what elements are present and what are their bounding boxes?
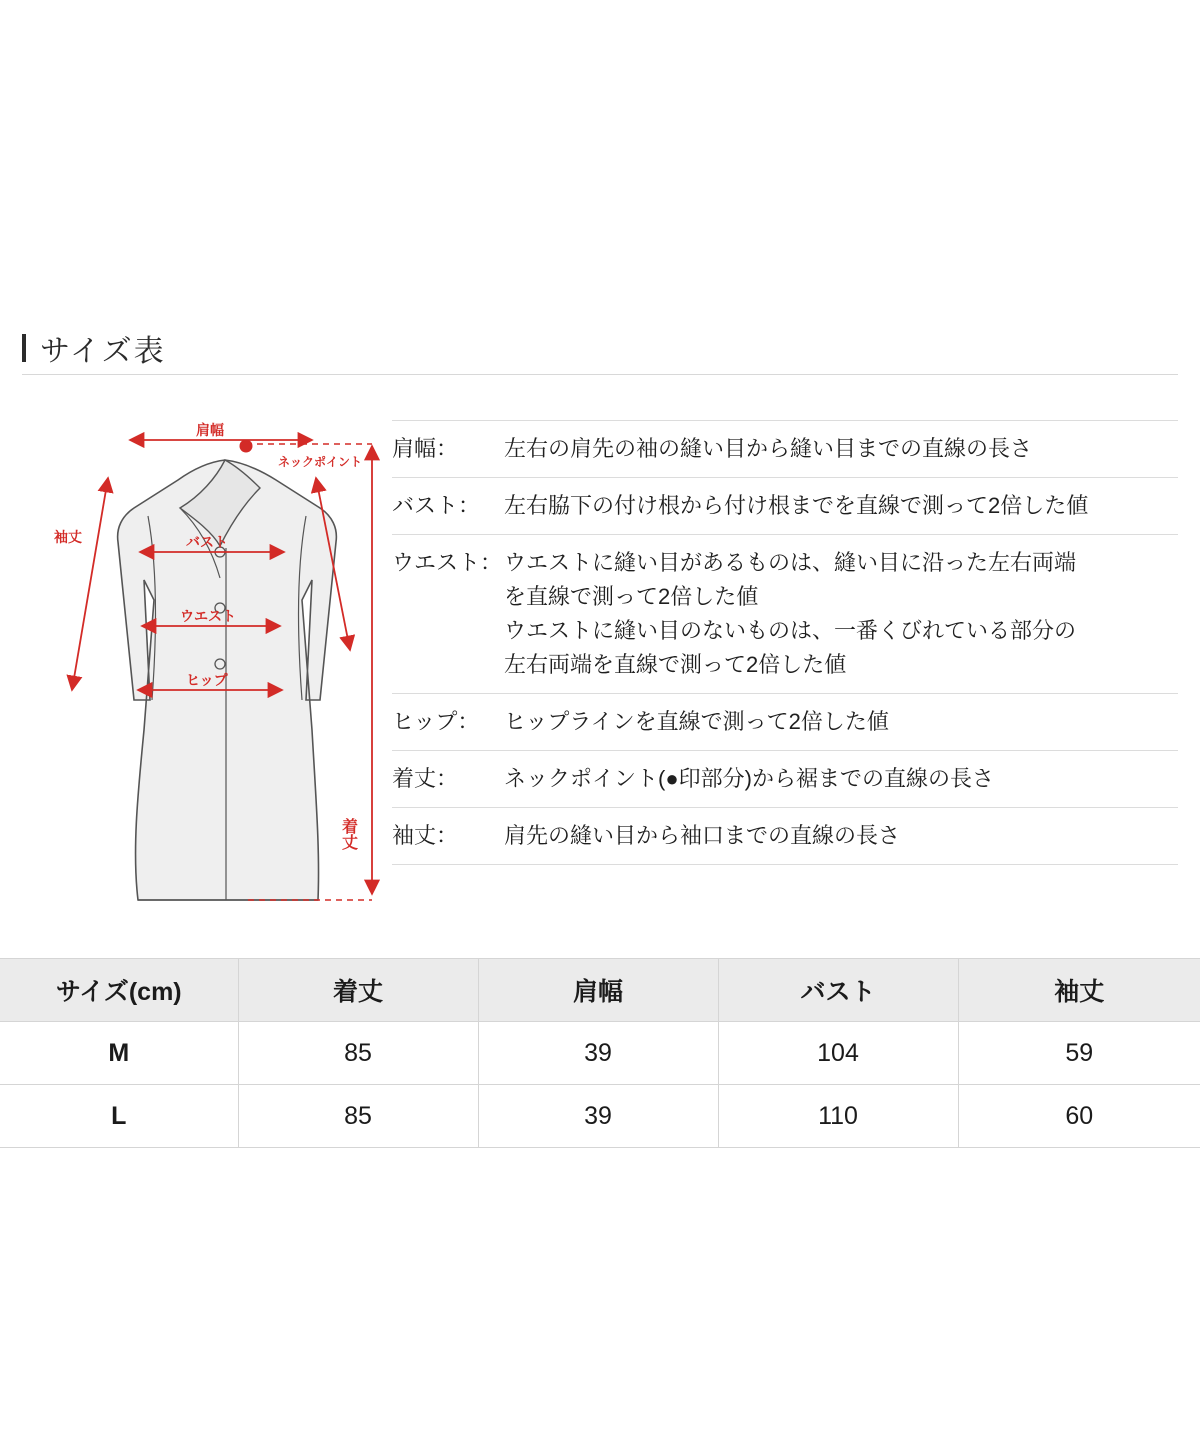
table-header-cell: バスト: [718, 959, 958, 1022]
definition-line: 左右の肩先の袖の縫い目から縫い目までの直線の長さ: [504, 436, 1033, 461]
title-accent-bar: [22, 334, 26, 362]
definition-row-hip: [392, 694, 1178, 751]
table-cell: 104: [718, 1022, 958, 1085]
definition-description: [504, 432, 1178, 466]
definition-description: [504, 705, 1178, 739]
definition-row-sleeve: [392, 808, 1178, 865]
definition-description: [504, 546, 1178, 682]
diagram-label-hip: ヒップ: [186, 672, 228, 688]
diagram-label-sleeve: 袖丈: [54, 529, 82, 545]
definition-term: ウエスト：: [392, 550, 503, 575]
definition-line: ヒップラインを直線で測って2倍した値: [504, 709, 889, 734]
diagram-label-waist: ウエスト: [180, 608, 236, 624]
table-cell-size: M: [0, 1022, 238, 1085]
table-cell: 85: [238, 1022, 478, 1085]
size-table: [0, 958, 1200, 1148]
diagram-label-shoulder: 肩幅: [196, 422, 224, 438]
definition-term: ヒップ：: [392, 709, 480, 734]
definition-row-length: [392, 751, 1178, 808]
definition-description: [504, 762, 1178, 796]
table-cell-size: L: [0, 1085, 238, 1148]
table-cell: 60: [958, 1085, 1200, 1148]
definition-row-shoulder: [392, 420, 1178, 478]
table-cell: 59: [958, 1022, 1200, 1085]
diagram-label-bust: バスト: [186, 534, 228, 550]
table-header-cell: 肩幅: [478, 959, 718, 1022]
definition-term: 着丈：: [392, 766, 459, 791]
neck-point-marker: [240, 440, 253, 453]
table-cell: 39: [478, 1022, 718, 1085]
definition-row-waist: [392, 535, 1178, 694]
definition-line: を直線で測って2倍した値: [504, 584, 759, 609]
diagram-label-length: 着丈: [339, 818, 357, 850]
definition-line: ウエストに縫い目があるものは、縫い目に沿った左右両端: [504, 550, 1077, 575]
table-header-row: [0, 959, 1200, 1022]
definition-line: 左右両端を直線で測って2倍した値: [504, 652, 847, 677]
title-text: サイズ表: [40, 335, 166, 368]
definition-term: 袖丈：: [392, 823, 459, 848]
definition-term: 肩幅：: [392, 436, 459, 461]
table-row: [0, 1022, 1200, 1085]
definition-row-bust: [392, 478, 1178, 535]
table-header-cell: 着丈: [238, 959, 478, 1022]
table-cell: 85: [238, 1085, 478, 1148]
table-row: [0, 1085, 1200, 1148]
diagram-label-neck-point: ネックポイント: [278, 455, 363, 469]
table-cell: 39: [478, 1085, 718, 1148]
definition-line: 左右脇下の付け根から付け根までを直線で測って2倍した値: [504, 493, 1089, 518]
garment-diagram: [20, 400, 390, 940]
title-divider: [22, 374, 1178, 375]
page-title: [22, 322, 1178, 374]
definition-description: [504, 819, 1178, 853]
definition-line: ネックポイント(●印部分)から裾までの直線の長さ: [504, 766, 994, 791]
definition-description: [504, 489, 1178, 523]
measurement-definitions: [392, 420, 1178, 865]
definition-line: ウエストに縫い目のないものは、一番くびれている部分の: [504, 618, 1077, 643]
table-cell: 110: [718, 1085, 958, 1148]
table-header-cell: サイズ(cm): [0, 959, 238, 1022]
definition-line: 肩先の縫い目から袖口までの直線の長さ: [504, 823, 901, 848]
definition-term: バスト：: [392, 493, 481, 518]
garment-diagram-svg: [20, 400, 390, 940]
table-header-cell: 袖丈: [958, 959, 1200, 1022]
